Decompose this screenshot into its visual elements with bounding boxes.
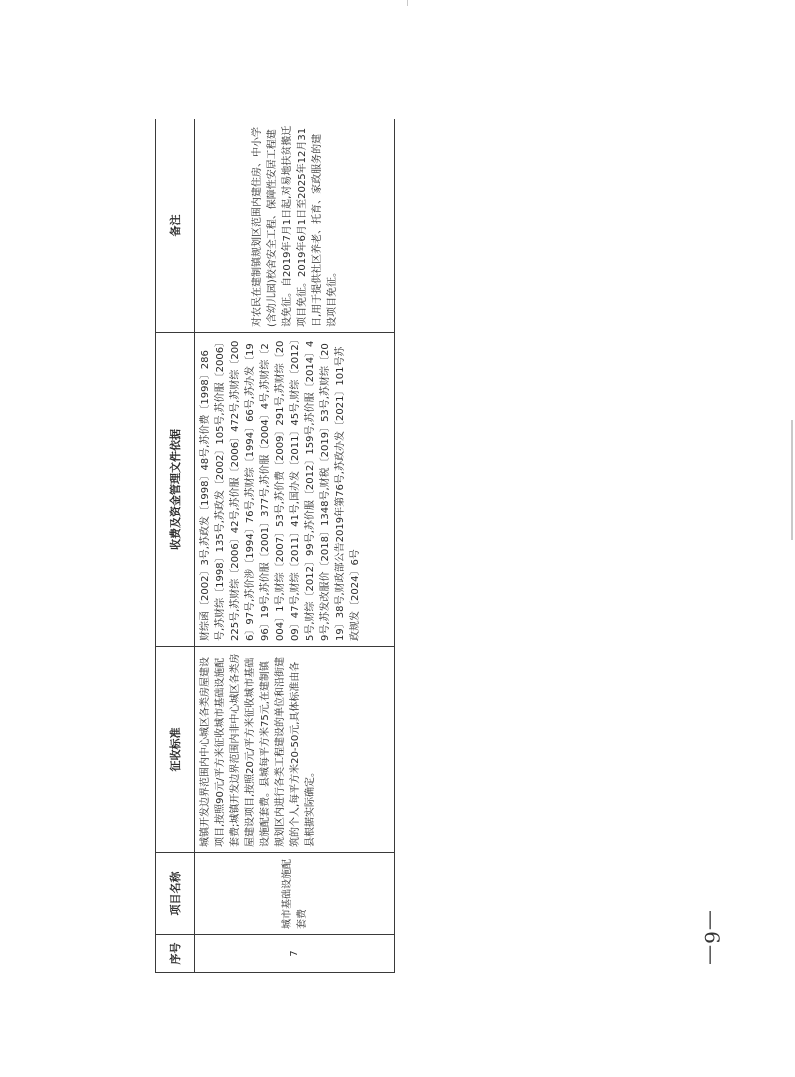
cell-remarks: 对农民在建制镇规划区范围内建住房、中小学(含幼儿园)校舍安全工程、保障性安居工程建设免征。自2019年7月1日起,对易地扶贫搬迁项目免征。2019年6月1日至2025年12月31日,用于提供社区养老、托育、家政服务的建设项目免征。: [195, 119, 395, 333]
page-number: [697, 909, 727, 967]
header-standard: 征收标准: [156, 647, 195, 853]
header-project-name: 项目名称: [156, 853, 195, 935]
page-number-text: —6—: [700, 910, 724, 966]
header-remarks: 备注: [156, 119, 195, 333]
cell-project-name: 城市基础设施配套费: [195, 853, 395, 935]
scan-artifact: [407, 0, 408, 6]
cell-basis: 财综函〔2002〕3号,苏政发〔1998〕48号,苏价费〔1998〕286号,苏财综〔1998〕135号,苏政发〔2002〕105号,苏价服〔2006〕225号,苏财综〔2006〕42号,苏价服〔2006〕472号,苏财综〔2006〕97号,苏价涉〔1994〕76号,苏财综〔1994〕66号,苏办发〔1996〕19号,苏价服〔2001〕377号,苏价服〔2004〕4号,苏财综〔2004〕1号,财综〔2007〕53号,苏价费〔2009〕291号,苏财综〔2009〕47号,财综〔2011〕41号,国办发〔2011〕45号,财综〔2012〕5号,财综〔2012〕99号,苏价服〔2012〕159号,苏价服〔2014〕49号,苏发改服价〔2018〕1348号,财税〔2019〕53号,苏财综〔2019〕38号,财政部公告2019年第76号,苏政办发〔2021〕101号苏政规发〔2024〕6号: [195, 333, 395, 647]
cell-seq: 7: [195, 935, 395, 973]
header-seq: 序号: [156, 935, 195, 973]
table-row: [195, 119, 395, 973]
header-basis: 收费及资金管理文件依据: [156, 333, 195, 647]
fee-table: [155, 119, 395, 973]
scan-artifact: [791, 420, 793, 540]
fee-table-container: [155, 119, 395, 973]
table-header-row: [156, 119, 195, 973]
cell-standard: 城镇开发边界范围内中心城区各类房屋建设项目,按照90元/平方米征收城市基础设施配套费;城镇开发边界范围内非中心城区各类房屋建设项目,按照20元/平方米征收城市基础设施配套费。县城每平方米75元,在建制镇规划区内进行各类工程建设的单位和沿街建筑的个人,每平方米20-50元,具体标准由各县根据实际确定。: [195, 647, 395, 853]
